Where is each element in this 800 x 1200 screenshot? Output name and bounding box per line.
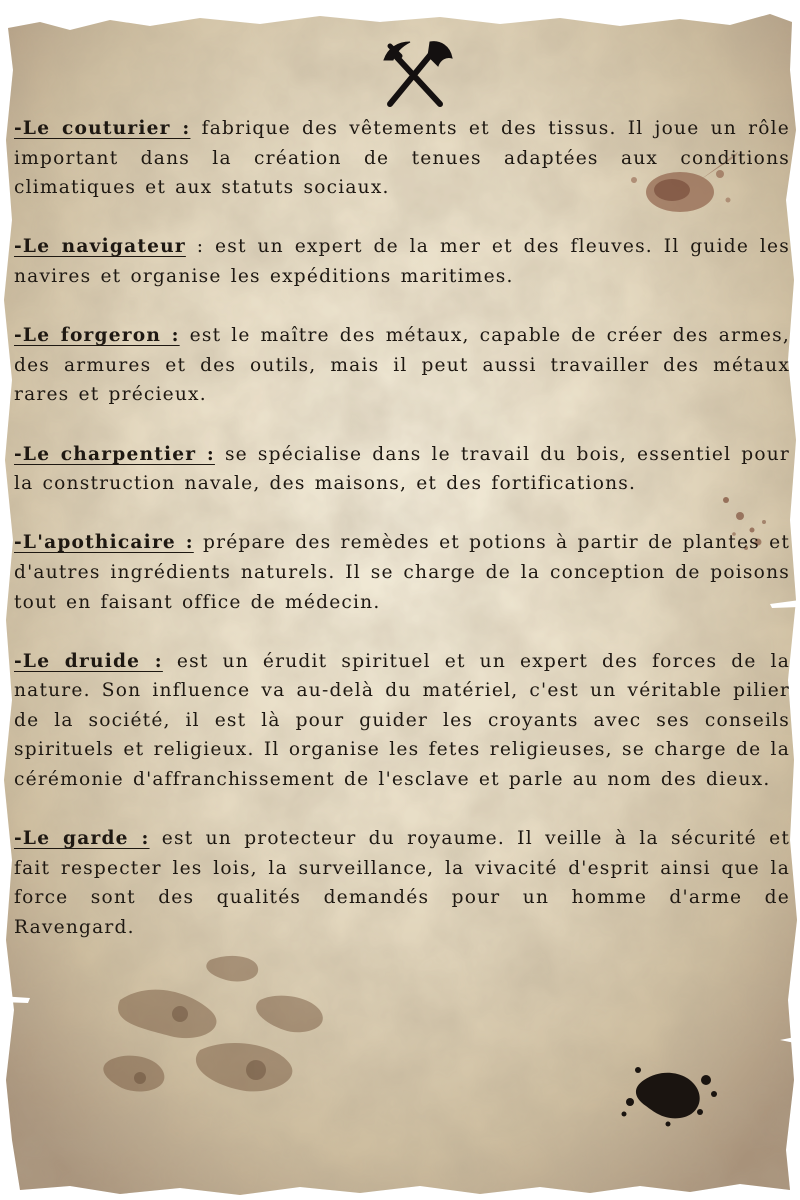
entry-description: : est un expert de la mer et des fleuves. Il guide les navires et organise les expéditions maritimes. [14,236,790,287]
worn-stain-bottom-left [80,940,360,1130]
entry-description: fabrique des vêtements et des tissus. Il joue un rôle important dans la création de tenues adaptées aux conditions climatiques et aux statuts sociaux. [14,118,790,199]
entry-term: -Le charpentier : [14,443,215,465]
entry-apothicaire [14,528,790,617]
entry-term: -Le couturier : [14,118,191,139]
entry-description: se spécialise dans le travail du bois, essentiel pour la construction navale, des maisons, et des fortifications. [14,443,790,495]
crossed-pickaxe-and-axe-icon [376,38,456,114]
text-content [14,114,790,943]
entry-forgeron [14,321,790,410]
entry-description: est un érudit spirituel et un expert des forces de la nature. Son influence va au-delà du matériel, c'est un véritable pilier de la société, il est là pour guider les croyants avec ses conseils spirituels et religieux. Il organise les fetes religieuses, se charge de la cérémonie d'affranchissement de l'esclave et parle au nom des dieux. [14,650,790,791]
entry-garde [14,824,790,942]
entry-couturier [14,114,790,203]
entry-description: est un protecteur du royaume. Il veille à la sécurité et fait respecter les lois, la surveillance, la vivacité d'esprit ainsi que la force sont des qualités demandés pour un homme d'arme de Ravengard. [14,828,790,939]
entry-charpentier [14,440,790,499]
black-ink-stain-bottom-right [614,1060,724,1130]
entry-term: -Le garde : [14,828,150,850]
entry-navigateur [14,232,790,291]
entry-term: -Le druide : [14,650,163,672]
entry-term: -Le forgeron : [14,325,180,347]
entry-description: prépare des remèdes et potions à partir de plantes et d'autres ingrédients naturels. Il se charge de la conception de poisons tout en faisant office de médecin. [14,532,790,613]
entry-druide [14,647,790,795]
entry-term: -Le navigateur [14,236,186,258]
entry-description: est le maître des métaux, capable de créer des armes, des armures et des outils, mais il peut aussi travailler des métaux rares et précieux. [14,325,790,406]
entry-term: -L'apothicaire : [14,532,194,554]
